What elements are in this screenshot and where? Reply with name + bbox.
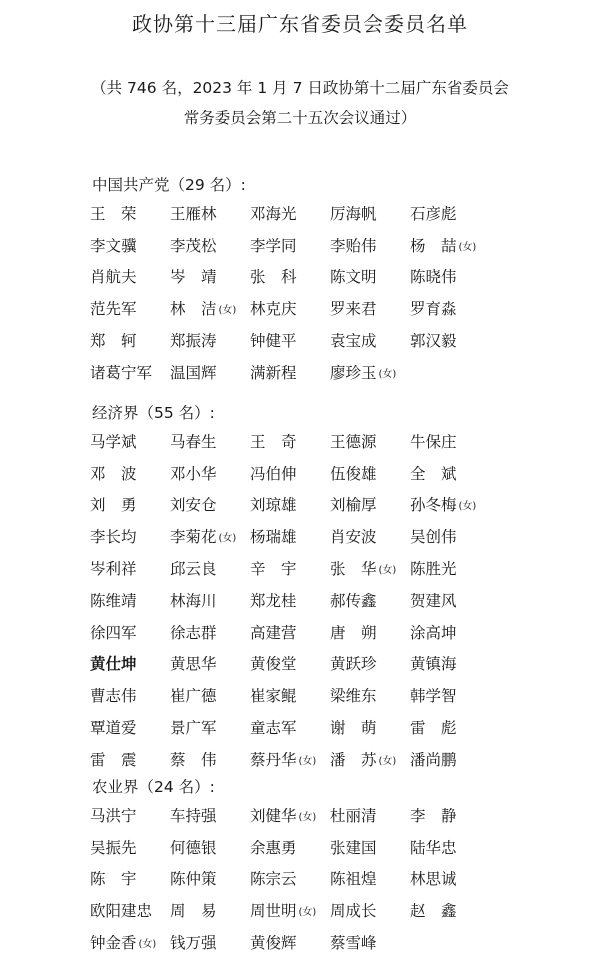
- subtitle-line-2: 常务委员会第二十五次会议通过）: [183, 109, 417, 127]
- member-entry: [410, 462, 530, 484]
- member-entry: [250, 931, 330, 953]
- member-entry: [250, 589, 330, 611]
- member-name: 蔡丹华: [250, 750, 297, 769]
- member-row: [90, 863, 570, 895]
- member-name: 牛保庄: [410, 432, 457, 451]
- member-name: 蔡雪峰: [330, 934, 377, 953]
- member-entry: [330, 462, 410, 484]
- member-name: 赵 鑫: [410, 902, 457, 921]
- female-marker: (女): [378, 755, 397, 767]
- member-entry: [250, 493, 330, 515]
- member-entry: [410, 716, 530, 738]
- member-name: 陆华忠: [410, 838, 457, 857]
- member-name: 李 静: [410, 806, 457, 825]
- member-entry: [250, 557, 330, 579]
- member-name: 黄思华: [170, 655, 217, 674]
- member-name: 孙冬梅: [410, 496, 457, 515]
- member-name: 韩学智: [410, 687, 457, 706]
- member-entry: [170, 589, 250, 611]
- member-name: 厉海帆: [330, 204, 377, 223]
- member-name: 温国辉: [170, 363, 217, 382]
- member-entry: [170, 931, 250, 953]
- member-entry: [90, 867, 170, 889]
- member-name: 蔡 伟: [170, 750, 217, 769]
- member-entry: [170, 867, 250, 889]
- member-name: 岑利祥: [90, 560, 137, 579]
- member-row: [90, 356, 570, 388]
- member-name: 徐四军: [90, 623, 137, 642]
- member-name: 伍俊雄: [330, 464, 377, 483]
- member-name: 林思诚: [410, 870, 457, 889]
- member-name: 潘 苏: [330, 750, 377, 769]
- female-marker: (女): [378, 565, 397, 577]
- member-name: 林克庆: [250, 300, 297, 319]
- member-entry: [410, 804, 530, 826]
- member-name: 崔广德: [170, 687, 217, 706]
- member-name: 黄镇海: [410, 655, 457, 674]
- member-entry: [250, 748, 330, 770]
- member-list-agriculture: [90, 799, 570, 958]
- member-entry: [410, 589, 530, 611]
- member-entry: [250, 265, 330, 287]
- member-entry: [90, 234, 170, 256]
- member-name: 刘琼雄: [250, 496, 297, 515]
- member-name: 陈文明: [330, 268, 377, 287]
- member-name: 周成长: [330, 902, 377, 921]
- member-row: [90, 743, 570, 775]
- member-row: [90, 552, 570, 584]
- member-name: 唐 朔: [330, 623, 377, 642]
- member-entry: [170, 652, 250, 674]
- member-name: 周 易: [170, 902, 217, 921]
- member-entry: [330, 297, 410, 319]
- member-entry: [170, 804, 250, 826]
- member-name: 陈 宇: [90, 870, 137, 889]
- member-entry: [250, 202, 330, 224]
- member-entry: [170, 462, 250, 484]
- member-row: [90, 489, 570, 521]
- member-row: [90, 425, 570, 457]
- member-row: [90, 261, 570, 293]
- member-name: 陈仲策: [170, 870, 217, 889]
- member-entry: [250, 430, 330, 452]
- member-name: 杜丽清: [330, 806, 377, 825]
- member-entry: [90, 589, 170, 611]
- member-entry: [330, 493, 410, 515]
- member-entry: [90, 748, 170, 770]
- member-name: 黄跃珍: [330, 655, 377, 674]
- member-entry: [410, 621, 530, 643]
- member-name: 梁维东: [330, 687, 377, 706]
- member-name: 钱万强: [170, 934, 217, 953]
- member-name: 冯伯伸: [250, 464, 297, 483]
- member-name: 满新程: [250, 363, 297, 382]
- member-name: 诸葛宁军: [90, 363, 153, 382]
- member-entry: [250, 836, 330, 858]
- member-entry: [410, 836, 530, 858]
- member-name: 林 洁: [170, 300, 217, 319]
- member-name: 钟金香: [90, 934, 137, 953]
- member-entry: [90, 493, 170, 515]
- member-name: 黄俊堂: [250, 655, 297, 674]
- member-entry: [250, 621, 330, 643]
- member-list-economy: [90, 425, 570, 775]
- member-entry: [170, 748, 250, 770]
- member-row: [90, 679, 570, 711]
- section-heading-cpc: 中国共产党（29 名）:: [92, 176, 246, 194]
- member-entry: [170, 525, 250, 547]
- member-name: 周世明: [250, 902, 297, 921]
- female-marker: (女): [458, 501, 477, 513]
- member-name: 黄仕坤: [90, 655, 137, 674]
- member-entry: [250, 462, 330, 484]
- member-name: 李文骥: [90, 236, 137, 255]
- member-entry: [330, 525, 410, 547]
- member-name: 吴振先: [90, 838, 137, 857]
- member-entry: [90, 265, 170, 287]
- member-name: 岑 靖: [170, 268, 217, 287]
- document-title: 政协第十三届广东省委员会委员名单: [132, 12, 468, 36]
- member-entry: [170, 234, 250, 256]
- member-name: 陈晓伟: [410, 268, 457, 287]
- member-name: 石彦彪: [410, 204, 457, 223]
- member-entry: [410, 329, 530, 351]
- member-entry: [410, 234, 530, 256]
- female-marker: (女): [298, 755, 317, 767]
- member-entry: [90, 557, 170, 579]
- member-entry: [170, 716, 250, 738]
- member-name: 余惠勇: [250, 838, 297, 857]
- member-list-cpc: [90, 197, 570, 388]
- member-entry: [250, 525, 330, 547]
- female-marker: (女): [298, 811, 317, 823]
- member-name: 贺建风: [410, 591, 457, 610]
- member-name: 张 华: [330, 560, 377, 579]
- member-name: 袁宝成: [330, 332, 377, 351]
- member-entry: [410, 265, 530, 287]
- member-row: [90, 197, 570, 229]
- member-entry: [410, 202, 530, 224]
- member-name: 陈宗云: [250, 870, 297, 889]
- member-entry: [170, 493, 250, 515]
- member-name: 王德源: [330, 432, 377, 451]
- member-name: 童志军: [250, 719, 297, 738]
- member-row: [90, 457, 570, 489]
- member-name: 何德银: [170, 838, 217, 857]
- member-name: 刘安仓: [170, 496, 217, 515]
- member-entry: [330, 589, 410, 611]
- member-entry: [250, 684, 330, 706]
- member-name: 王雁林: [170, 204, 217, 223]
- member-name: 林海川: [170, 591, 217, 610]
- member-entry: [90, 804, 170, 826]
- member-entry: [90, 899, 170, 921]
- member-name: 钟健平: [250, 332, 297, 351]
- member-entry: [250, 652, 330, 674]
- member-entry: [170, 621, 250, 643]
- member-row: [90, 616, 570, 648]
- member-entry: [410, 684, 530, 706]
- member-name: 邓海光: [250, 204, 297, 223]
- member-name: 邓小华: [170, 464, 217, 483]
- member-name: 廖珍玉: [330, 363, 377, 382]
- member-entry: [410, 297, 530, 319]
- member-entry: [90, 652, 170, 674]
- section-heading-economy: 经济界（55 名）:: [92, 404, 215, 422]
- female-marker: (女): [138, 939, 157, 951]
- female-marker: (女): [218, 533, 237, 545]
- member-name: 王 荣: [90, 204, 137, 223]
- member-name: 李贻伟: [330, 236, 377, 255]
- female-marker: (女): [378, 368, 397, 380]
- member-entry: [90, 430, 170, 452]
- member-entry: [410, 525, 530, 547]
- member-entry: [330, 931, 410, 953]
- member-entry: [410, 493, 530, 515]
- member-entry: [250, 234, 330, 256]
- member-entry: [170, 836, 250, 858]
- member-entry: [410, 557, 530, 579]
- member-name: 郑 轲: [90, 332, 137, 351]
- member-entry: [170, 202, 250, 224]
- member-entry: [250, 899, 330, 921]
- member-entry: [330, 234, 410, 256]
- member-entry: [170, 361, 250, 383]
- member-entry: [330, 361, 410, 383]
- member-name: 崔家鲲: [250, 687, 297, 706]
- member-name: 杨瑞雄: [250, 528, 297, 547]
- member-name: 肖安波: [330, 528, 377, 547]
- member-name: 王 奇: [250, 432, 297, 451]
- member-name: 雷 彪: [410, 719, 457, 738]
- subtitle-line-1: （共 746 名，2023 年 1 月 7 日政协第十二届广东省委员会: [91, 79, 509, 97]
- member-name: 李菊花: [170, 528, 217, 547]
- member-name: 欧阳建忠: [90, 902, 153, 921]
- member-name: 全 斌: [410, 464, 457, 483]
- member-entry: [410, 652, 530, 674]
- member-entry: [330, 329, 410, 351]
- member-name: 辛 宇: [250, 560, 297, 579]
- member-entry: [330, 716, 410, 738]
- member-entry: [330, 430, 410, 452]
- member-entry: [250, 297, 330, 319]
- member-name: 郑龙桂: [250, 591, 297, 610]
- member-name: 吴创伟: [410, 528, 457, 547]
- member-row: [90, 711, 570, 743]
- member-name: 潘尚鹏: [410, 750, 457, 769]
- member-entry: [330, 804, 410, 826]
- member-entry: [90, 297, 170, 319]
- member-entry: [330, 836, 410, 858]
- member-entry: [170, 265, 250, 287]
- member-name: 杨 喆: [410, 236, 457, 255]
- member-name: 邓 波: [90, 464, 137, 483]
- member-row: [90, 520, 570, 552]
- member-entry: [90, 931, 170, 953]
- member-name: 张建国: [330, 838, 377, 857]
- member-name: 刘榆厚: [330, 496, 377, 515]
- member-entry: [90, 836, 170, 858]
- member-entry: [170, 297, 250, 319]
- member-name: 车持强: [170, 806, 217, 825]
- member-entry: [330, 652, 410, 674]
- member-entry: [330, 557, 410, 579]
- member-name: 刘健华: [250, 806, 297, 825]
- member-row: [90, 799, 570, 831]
- member-name: 郑振涛: [170, 332, 217, 351]
- member-entry: [330, 899, 410, 921]
- member-name: 李茂松: [170, 236, 217, 255]
- member-entry: [330, 265, 410, 287]
- member-row: [90, 584, 570, 616]
- member-entry: [90, 525, 170, 547]
- member-entry: [90, 716, 170, 738]
- member-entry: [170, 430, 250, 452]
- member-entry: [250, 361, 330, 383]
- member-name: 徐志群: [170, 623, 217, 642]
- member-name: 马春生: [170, 432, 217, 451]
- member-row: [90, 324, 570, 356]
- member-name: 刘 勇: [90, 496, 137, 515]
- member-name: 肖航夫: [90, 268, 137, 287]
- section-heading-agriculture: 农业界（24 名）:: [92, 778, 215, 796]
- member-entry: [330, 684, 410, 706]
- member-name: 郝传鑫: [330, 591, 377, 610]
- member-entry: [90, 462, 170, 484]
- member-name: 黄俊辉: [250, 934, 297, 953]
- member-name: 邱云良: [170, 560, 217, 579]
- member-name: 陈祖煌: [330, 870, 377, 889]
- member-entry: [250, 867, 330, 889]
- member-entry: [90, 684, 170, 706]
- member-name: 谢 萌: [330, 719, 377, 738]
- member-name: 高建营: [250, 623, 297, 642]
- member-entry: [410, 899, 530, 921]
- member-entry: [250, 329, 330, 351]
- member-entry: [90, 202, 170, 224]
- member-entry: [90, 361, 170, 383]
- member-entry: [330, 621, 410, 643]
- member-name: 范先军: [90, 300, 137, 319]
- member-name: 罗育淼: [410, 300, 457, 319]
- member-entry: [170, 899, 250, 921]
- member-row: [90, 648, 570, 680]
- member-entry: [410, 867, 530, 889]
- member-entry: [330, 867, 410, 889]
- member-name: 罗来君: [330, 300, 377, 319]
- member-row: [90, 831, 570, 863]
- member-entry: [330, 202, 410, 224]
- member-name: 郭汉毅: [410, 332, 457, 351]
- member-entry: [170, 329, 250, 351]
- member-name: 马洪宁: [90, 806, 137, 825]
- member-row: [90, 926, 570, 958]
- member-name: 李学同: [250, 236, 297, 255]
- member-entry: [330, 748, 410, 770]
- member-name: 涂高坤: [410, 623, 457, 642]
- member-name: 景广军: [170, 719, 217, 738]
- member-name: 覃道爱: [90, 719, 137, 738]
- member-entry: [90, 621, 170, 643]
- female-marker: (女): [458, 241, 477, 253]
- female-marker: (女): [298, 907, 317, 919]
- member-entry: [90, 329, 170, 351]
- member-entry: [410, 430, 530, 452]
- member-entry: [170, 684, 250, 706]
- member-row: [90, 229, 570, 261]
- member-name: 曹志伟: [90, 687, 137, 706]
- member-row: [90, 894, 570, 926]
- member-row: [90, 292, 570, 324]
- member-entry: [250, 804, 330, 826]
- member-name: 张 科: [250, 268, 297, 287]
- member-entry: [250, 716, 330, 738]
- member-entry: [410, 748, 530, 770]
- member-name: 雷 震: [90, 750, 137, 769]
- member-entry: [170, 557, 250, 579]
- member-name: 李长均: [90, 528, 137, 547]
- member-name: 马学斌: [90, 432, 137, 451]
- member-name: 陈胜光: [410, 560, 457, 579]
- female-marker: (女): [218, 305, 237, 317]
- member-name: 陈维靖: [90, 591, 137, 610]
